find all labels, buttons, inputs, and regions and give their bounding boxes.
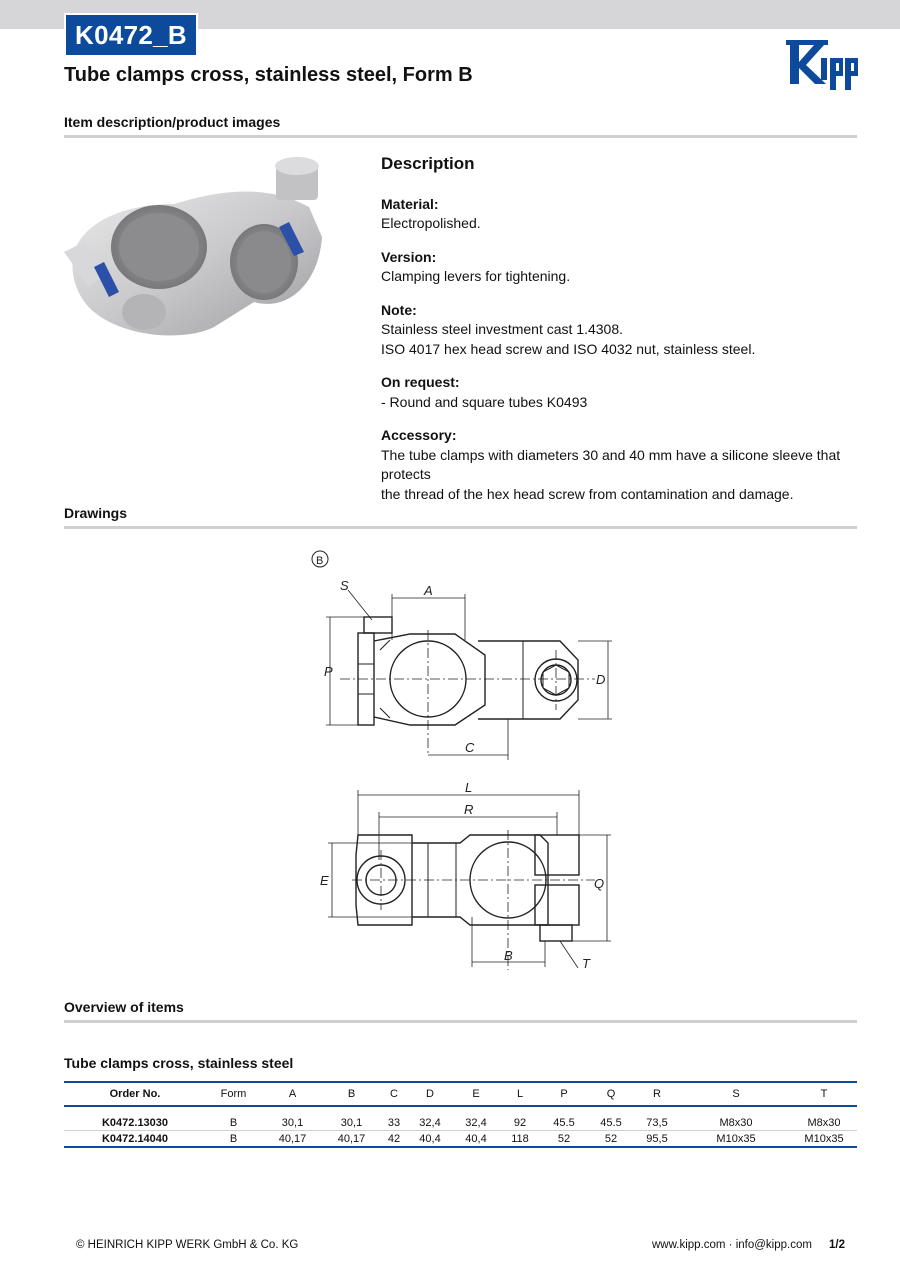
table-cell: 52: [539, 1131, 589, 1148]
description-heading: Description: [381, 154, 475, 173]
table-cell: 30,1: [324, 1115, 379, 1131]
table-cell: B: [206, 1131, 261, 1148]
block-text: ISO 4017 hex head screw and ISO 4032 nut, stainless steel.: [381, 340, 756, 357]
table-cell: K0472.13030: [64, 1115, 206, 1131]
note-block: [381, 301, 861, 360]
dim-label-r: R: [464, 802, 474, 817]
dim-label-a: A: [424, 583, 433, 598]
items-table: [64, 1081, 857, 1148]
column-header: R: [633, 1082, 681, 1106]
table-title: Tube clamps cross, stainless steel: [64, 1055, 294, 1071]
block-label: On request:: [381, 374, 460, 390]
block-text: The tube clamps with diameters 30 and 40 mm have a silicone sleeve that protects: [381, 446, 841, 482]
block-label: Note:: [381, 301, 417, 318]
column-header: C: [379, 1082, 409, 1106]
section-item-description: Item description/product images: [64, 114, 281, 130]
table-header-row: [64, 1082, 857, 1106]
divider: [64, 1020, 857, 1023]
table-cell: 33: [379, 1115, 409, 1131]
table-row: [64, 1115, 857, 1131]
table-cell: B: [206, 1115, 261, 1131]
table-cell: 42: [379, 1131, 409, 1148]
table-cell: 32,4: [409, 1115, 451, 1131]
on-request-block: [381, 373, 861, 412]
column-header: D: [409, 1082, 451, 1106]
block-label: Material:: [381, 195, 439, 212]
technical-drawing: [300, 545, 640, 980]
dim-label-l: L: [465, 780, 473, 795]
table-cell: M10x35: [681, 1131, 791, 1148]
column-header: S: [681, 1082, 791, 1106]
dim-label-e: E: [320, 873, 329, 888]
accessory-block: [381, 426, 861, 504]
spacer-row: [64, 1106, 857, 1115]
footer-contact[interactable]: www.kipp.com · info@kipp.com: [652, 1239, 812, 1251]
block-text: Stainless steel investment cast 1.4308.: [381, 321, 624, 337]
dim-label-c: C: [465, 740, 475, 755]
table-cell: 40,17: [324, 1131, 379, 1148]
divider: [64, 135, 857, 138]
description-panel: [381, 154, 861, 518]
block-text: - Round and square tubes K0493: [381, 393, 588, 410]
footer-copyright: © HEINRICH KIPP WERK GmbH & Co. KG: [76, 1239, 299, 1251]
kipp-logo: [784, 38, 858, 92]
divider: [64, 526, 857, 529]
dim-label-s: S: [340, 578, 349, 593]
form-label: B: [316, 555, 324, 567]
section-overview: Overview of items: [64, 999, 184, 1015]
column-header: P: [539, 1082, 589, 1106]
version-block: [381, 248, 861, 287]
dim-label-p: P: [324, 664, 333, 679]
dim-label-d: D: [596, 672, 606, 687]
block-text: the thread of the hex head screw from contamination and damage.: [381, 485, 794, 502]
page-title: Tube clamps cross, stainless steel, Form B: [64, 64, 473, 86]
column-header: Q: [589, 1082, 633, 1106]
table-cell: 118: [501, 1131, 539, 1148]
column-header: Order No.: [64, 1082, 206, 1106]
column-header: A: [261, 1082, 324, 1106]
page-number: 1/2: [829, 1239, 845, 1251]
section-drawings: Drawings: [64, 505, 128, 521]
dim-label-q: Q: [594, 876, 605, 891]
column-header: T: [791, 1082, 857, 1106]
block-text: Clamping levers for tightening.: [381, 268, 571, 284]
column-header: Form: [206, 1082, 261, 1106]
table-cell: 40,4: [409, 1131, 451, 1148]
block-text: Electropolished.: [381, 215, 481, 231]
column-header: B: [324, 1082, 379, 1106]
table-cell: 92: [501, 1115, 539, 1131]
column-header: L: [501, 1082, 539, 1106]
block-label: Version:: [381, 248, 437, 265]
table-cell: 40,4: [451, 1131, 501, 1148]
table-cell: 32,4: [451, 1115, 501, 1131]
table-cell: M10x35: [791, 1131, 857, 1148]
product-image: [64, 152, 324, 348]
product-code-badge: K0472_B: [64, 13, 198, 57]
table-cell: M8x30: [681, 1115, 791, 1131]
table-cell: 52: [589, 1131, 633, 1148]
table-cell: 73,5: [633, 1115, 681, 1131]
block-label: Accessory:: [381, 427, 457, 443]
table-cell: 95,5: [633, 1131, 681, 1148]
brand-name: Kipp: [821, 88, 824, 89]
column-header: E: [451, 1082, 501, 1106]
table-cell: 30,1: [261, 1115, 324, 1131]
table-cell: 45.5: [539, 1115, 589, 1131]
dim-label-b: B: [504, 948, 513, 963]
table-row: [64, 1131, 857, 1148]
table-cell: 45.5: [589, 1115, 633, 1131]
table-cell: K0472.14040: [64, 1131, 206, 1148]
dim-label-t: T: [582, 956, 590, 971]
table-cell: M8x30: [791, 1115, 857, 1131]
table-cell: 40,17: [261, 1131, 324, 1148]
material-block: [381, 195, 861, 234]
